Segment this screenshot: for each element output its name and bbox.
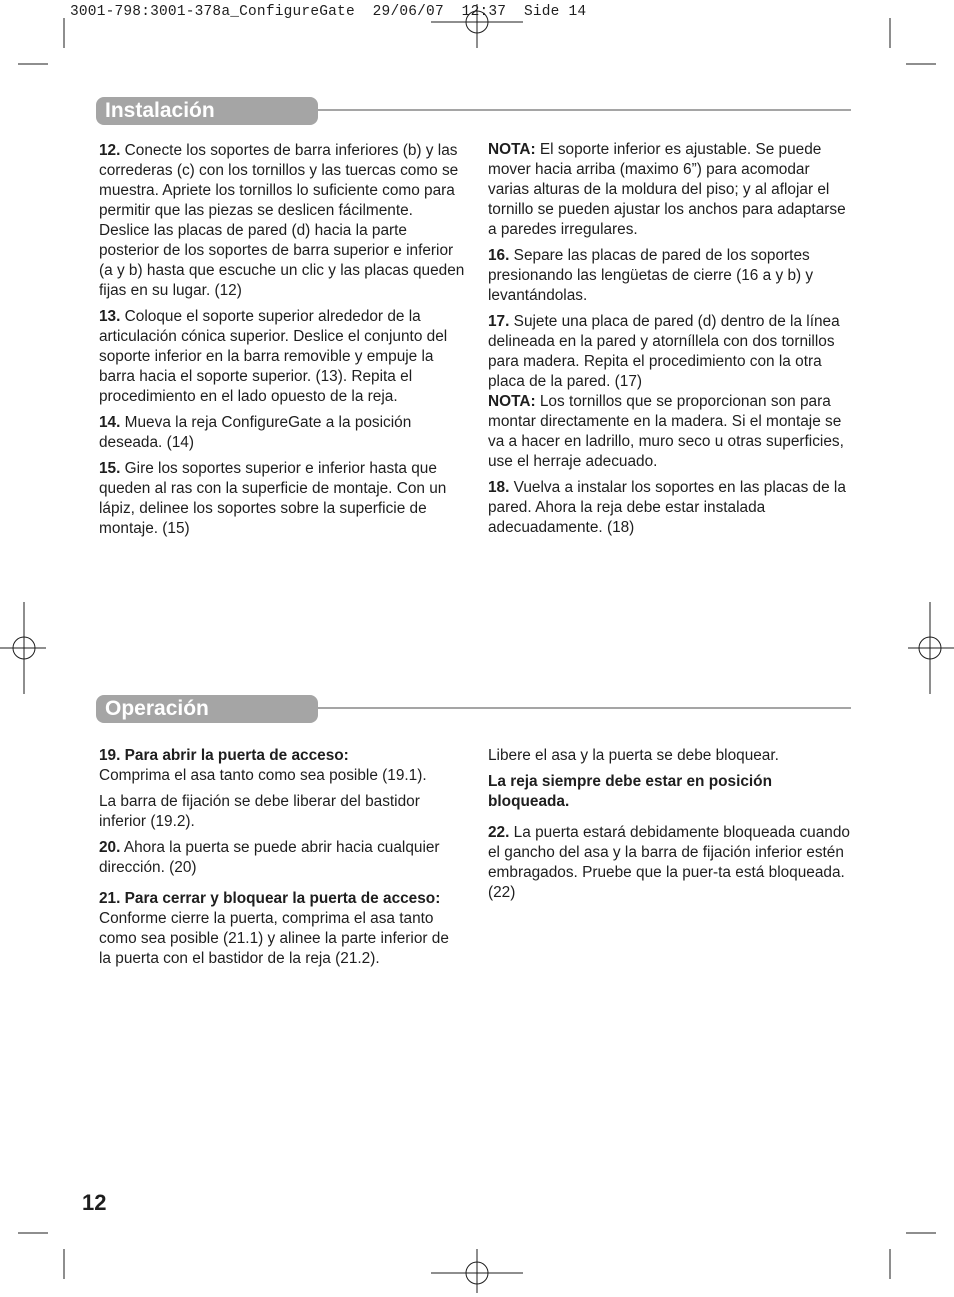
step-19-text: Comprima el asa tanto como sea posible (19.1). — [99, 767, 427, 784]
registration-mark-right — [908, 602, 954, 694]
print-slug-line: 3001-798:3001-378a_ConfigureGate 29/06/07 12:37 Side 14 — [70, 4, 587, 20]
step-21-text: Conforme cierre la puerta, comprima el asa tanto como sea posible (21.1) y alinee la parte inferior de la puerta con el bastidor de la reja (21.2). — [99, 910, 449, 967]
operation-right-column — [488, 746, 850, 909]
section-rule — [316, 707, 851, 709]
step-22: 22. La puerta estará debidamente bloqueada cuando el gancho del asa y la barra de fijación inferior estén embragados. Pruebe que la puer-ta está bloqueada. (22) — [488, 824, 850, 901]
section-title-installation: Instalación — [105, 99, 215, 122]
operation-left-column — [99, 746, 465, 975]
step-12: 12. Conecte los soportes de barra inferiores (b) y las correderas (c) con los tornillos y las tuercas como se muestra. Apriete los tornillos lo suficiente como para permitir que las piezas se deslicen fácilmente. Deslice las placas de pared (d) hacia la parte posterior de los soportes de barra superior e inferior (a y b) hasta que escuche un clic y las placas queden fijas en su lugar. (12) — [99, 142, 465, 299]
release-handle-text: Libere el asa y la puerta se debe bloquear. — [488, 747, 779, 764]
section-header-installation — [96, 97, 851, 127]
step-20: 20. Ahora la puerta se puede abrir hacia cualquier dirección. (20) — [99, 839, 440, 876]
step-17: 17. Sujete una placa de pared (d) dentro de la línea delineada en la pared y atorníllela con dos tornillos para madera. Repita el procedimiento con la otra placa de la pared. (17) — [488, 313, 840, 390]
section-title-operation: Operación — [105, 697, 209, 720]
note-adjustable-support: NOTA: El soporte inferior es ajustable. Se puede mover hacia arriba (maximo 6”) para acomodar varias alturas de la moldura del piso; y al aflojar el tornillo se pueden ajustar los anchos para adaptarse a paredes irregulares. — [488, 141, 846, 238]
step-16: 16. Separe las placas de pared de los soportes presionando las lengüetas de cierre (16 a y b) y levantándolas. — [488, 247, 814, 304]
section-header-operation — [96, 695, 851, 725]
step-18: 18. Vuelva a instalar los soportes en las placas de la pared. Ahora la reja debe estar instalada adecuadamente. (18) — [488, 479, 846, 536]
section-rule — [316, 109, 851, 111]
registration-mark-left — [0, 602, 46, 694]
note-screws: NOTA: Los tornillos que se proporcionan son para montar directamente en la madera. Si el montaje se va a hacer en ladrillo, muro seco u otras superficies, use el herraje adecuado. — [488, 393, 844, 470]
installation-right-column — [488, 140, 850, 544]
page-number: 12 — [82, 1190, 107, 1215]
step-21-title: 21. Para cerrar y bloquear la puerta de acceso: — [99, 890, 441, 907]
step-13: 13. Coloque el soporte superior alrededor de la articulación cónica superior. Deslice el conjunto del soporte inferior en la barra removible y empuje la barra hacia el soporte superior. (13). Repita el procedimiento en el lado opuesto de la reja. — [99, 308, 448, 405]
registration-mark-top — [431, 4, 523, 48]
locked-position-note: La reja siempre debe estar en posición bloqueada. — [488, 773, 772, 810]
step-19-title: 19. Para abrir la puerta de acceso: — [99, 747, 349, 764]
step-15: 15. Gire los soportes superior e inferior hasta que queden al ras con la superficie de montaje. Con un lápiz, delinee los soportes sobre la superficie de montaje. (15) — [99, 460, 447, 537]
step-14: 14. Mueva la reja ConfigureGate a la posición deseada. (14) — [99, 414, 412, 451]
step-19-text-2: La barra de fijación se debe liberar del bastidor inferior (19.2). — [99, 793, 420, 830]
installation-left-column — [99, 141, 465, 545]
registration-mark-bottom — [431, 1249, 523, 1293]
